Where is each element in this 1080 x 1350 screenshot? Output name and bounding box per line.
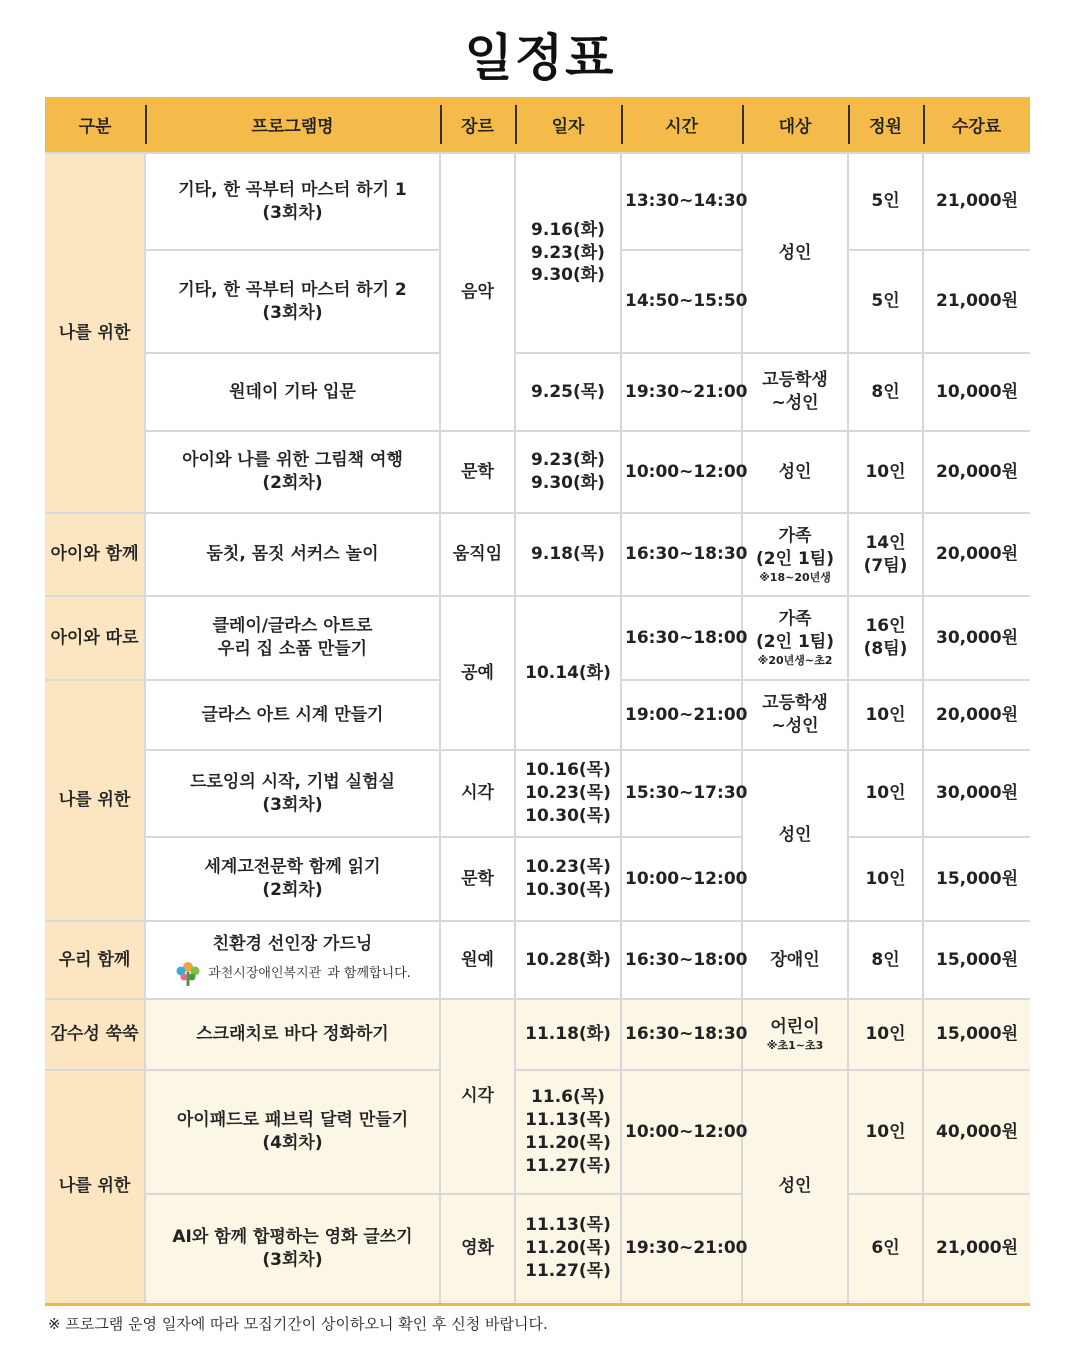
date-cell: 11.18(화) (515, 999, 621, 1070)
header-target: 대상 (742, 97, 848, 153)
time-cell: 19:30~21:00 (621, 353, 742, 431)
fee-cell: 10,000원 (923, 353, 1030, 431)
capacity-cell: 6인 (848, 1194, 923, 1304)
time-cell: 10:00~12:00 (621, 431, 742, 513)
genre-cell: 문학 (440, 431, 515, 513)
header-fee: 수강료 (923, 97, 1030, 153)
capacity-cell: 10인 (848, 750, 923, 837)
target-cell: 성인 (742, 153, 848, 353)
date-item: 10.23(목) (525, 857, 611, 878)
date-item: 9.30(화) (531, 265, 605, 286)
program-name: AI와 함께 합평하는 영화 글쓰기 (172, 1226, 413, 1247)
target-line: ~성인 (771, 716, 819, 736)
target-cell (742, 353, 848, 431)
genre-cell: 문학 (440, 837, 515, 921)
date-item: 11.27(목) (525, 1155, 611, 1176)
date-cell: 10.14(화) (515, 596, 621, 750)
program-name: 세계고전문학 함께 읽기 (204, 857, 381, 878)
date-cell (515, 153, 621, 353)
program-cell (145, 250, 440, 353)
time-cell: 10:00~12:00 (621, 1070, 742, 1194)
category-cell: 나를 위한 (45, 680, 145, 921)
target-cell: 성인 (742, 431, 848, 513)
fee-cell: 30,000원 (923, 750, 1030, 837)
capacity-cell: 10인 (848, 431, 923, 513)
target-cell: 장애인 (742, 921, 848, 999)
table-row (45, 921, 1030, 999)
time-cell: 19:30~21:00 (621, 1194, 742, 1304)
date-item: 10.16(목) (525, 760, 611, 781)
time-cell: 14:50~15:50 (621, 250, 742, 353)
table-row (45, 750, 1030, 837)
table-row (45, 1194, 1030, 1304)
program-cell (145, 1070, 440, 1194)
date-item: 11.13(목) (525, 1215, 611, 1236)
program-cell: 스크래치로 바다 정화하기 (145, 999, 440, 1070)
program-name: 아이와 나를 위한 그림책 여행 (182, 450, 403, 471)
category-cell: 나를 위한 (45, 1070, 145, 1304)
fee-cell: 21,000원 (923, 153, 1030, 250)
partner-name: 과천시장애인복지관 (208, 965, 322, 981)
date-item: 9.16(화) (531, 219, 605, 240)
date-item: 9.23(화) (531, 450, 605, 471)
date-cell: 10.28(화) (515, 921, 621, 999)
date-cell: 9.18(목) (515, 513, 621, 596)
header-row (45, 97, 1030, 153)
table-row (45, 596, 1030, 680)
table-row (45, 1070, 1030, 1194)
fee-cell: 20,000원 (923, 680, 1030, 750)
target-note: ※초1~초3 (766, 1039, 824, 1053)
category-cell: 아이와 따로 (45, 596, 145, 680)
program-cell (145, 837, 440, 921)
header-program: 프로그램명 (145, 97, 440, 153)
time-cell: 15:30~17:30 (621, 750, 742, 837)
date-item: 10.30(목) (525, 805, 611, 826)
date-cell (515, 1194, 621, 1304)
program-name: 클레이/글라스 아트로 (212, 616, 373, 637)
program-cell (145, 921, 440, 999)
genre-cell: 시각 (440, 750, 515, 837)
date-cell (515, 1070, 621, 1194)
program-sessions: (3회차) (262, 794, 323, 815)
time-cell: 10:00~12:00 (621, 837, 742, 921)
program-cell: 글라스 아트 시계 만들기 (145, 680, 440, 750)
header-date: 일자 (515, 97, 621, 153)
date-item: 10.23(목) (525, 783, 611, 804)
program-sessions: (2회차) (262, 473, 323, 493)
date-cell (515, 837, 621, 921)
target-cell: 성인 (742, 750, 848, 921)
category-cell: 나를 위한 (45, 153, 145, 513)
genre-cell: 음악 (440, 153, 515, 431)
genre-cell: 움직임 (440, 513, 515, 596)
date-cell: 9.25(목) (515, 353, 621, 431)
program-cell (145, 596, 440, 680)
capacity-cell: 8인 (848, 353, 923, 431)
table-row (45, 353, 1030, 431)
capacity-line: 16인 (865, 616, 906, 637)
program-name: 아이패드로 패브릭 달력 만들기 (176, 1110, 409, 1131)
target-cell (742, 596, 848, 680)
date-item: 11.20(목) (525, 1133, 611, 1153)
capacity-cell: 8인 (848, 921, 923, 999)
program-cell (145, 431, 440, 513)
date-item: 9.30(화) (531, 473, 605, 493)
target-line: 고등학생 (762, 370, 828, 391)
program-cell: 둠칫, 몸짓 서커스 놀이 (145, 513, 440, 596)
capacity-cell: 5인 (848, 250, 923, 353)
table-row (45, 837, 1030, 921)
fee-cell: 40,000원 (923, 1070, 1030, 1194)
target-line: ~성인 (771, 393, 819, 413)
partner-suffix: 과 함께합니다. (327, 965, 411, 981)
category-cell: 우리 함께 (45, 921, 145, 999)
time-cell: 16:30~18:30 (621, 513, 742, 596)
target-line: 고등학생 (762, 693, 828, 714)
target-line: (2인 1팀) (756, 632, 834, 653)
program-sessions: (4회차) (262, 1133, 323, 1153)
fee-cell: 21,000원 (923, 1194, 1030, 1304)
capacity-line: 14인 (865, 532, 906, 553)
header-time: 시간 (621, 97, 742, 153)
time-cell: 19:00~21:00 (621, 680, 742, 750)
table-row (45, 513, 1030, 596)
fee-cell: 21,000원 (923, 250, 1030, 353)
program-sessions: (3회차) (262, 202, 323, 223)
date-item: 9.23(화) (531, 242, 605, 263)
program-name: 드로잉의 시작, 기법 실험실 (190, 771, 395, 792)
capacity-cell (848, 513, 923, 596)
capacity-line: (7팀) (863, 555, 908, 576)
page-title: 일정표 (464, 29, 616, 87)
time-cell: 13:30~14:30 (621, 153, 742, 250)
date-item: 11.6(목) (531, 1087, 605, 1108)
genre-cell: 원예 (440, 921, 515, 999)
fee-cell: 15,000원 (923, 837, 1030, 921)
capacity-cell: 5인 (848, 153, 923, 250)
capacity-cell: 10인 (848, 1070, 923, 1194)
capacity-cell (848, 596, 923, 680)
program-name: 기타, 한 곡부터 마스터 하기 2 (178, 279, 407, 300)
program-name: 친환경 선인장 가드닝 (212, 933, 373, 954)
target-cell: 성인 (742, 1070, 848, 1304)
header-category: 구분 (45, 97, 145, 153)
fee-cell: 20,000원 (923, 513, 1030, 596)
capacity-line: (8팀) (863, 639, 908, 659)
time-cell: 16:30~18:30 (621, 999, 742, 1070)
category-cell: 감수성 쑥쑥 (45, 999, 145, 1070)
target-cell (742, 680, 848, 750)
capacity-cell: 10인 (848, 837, 923, 921)
date-cell (515, 431, 621, 513)
time-cell: 16:30~18:00 (621, 596, 742, 680)
program-cell (145, 153, 440, 250)
target-line: 어린이 (770, 1017, 820, 1038)
program-sessions: (3회차) (262, 302, 323, 323)
target-note: ※18~20년생 (759, 570, 831, 584)
footnote: ※ 프로그램 운영 일자에 따라 모집기간이 상이하오니 확인 후 신청 바랍니다. (48, 1315, 548, 1333)
target-cell (742, 999, 848, 1070)
program-cell: 원데이 기타 입문 (145, 353, 440, 431)
table-row (45, 999, 1030, 1070)
program-cell (145, 1194, 440, 1304)
genre-cell: 영화 (440, 1194, 515, 1304)
header-capacity: 정원 (848, 97, 923, 153)
genre-cell: 시각 (440, 999, 515, 1194)
target-line: 가족 (778, 609, 812, 630)
target-cell (742, 513, 848, 596)
fee-cell: 15,000원 (923, 921, 1030, 999)
capacity-cell: 10인 (848, 680, 923, 750)
fee-cell: 30,000원 (923, 596, 1030, 680)
program-name: 기타, 한 곡부터 마스터 하기 1 (178, 179, 407, 200)
date-item: 10.30(목) (525, 880, 611, 900)
target-line: (2인 1팀) (756, 548, 834, 569)
partner-credit (149, 959, 436, 987)
date-item: 11.27(목) (525, 1261, 611, 1282)
date-cell (515, 750, 621, 837)
target-line: 가족 (778, 525, 812, 546)
fee-cell: 15,000원 (923, 999, 1030, 1070)
fee-cell: 20,000원 (923, 431, 1030, 513)
target-note: ※20년생~초2 (757, 654, 833, 668)
time-cell: 16:30~18:00 (621, 921, 742, 999)
program-sessions: (3회차) (262, 1249, 323, 1270)
category-cell: 아이와 함께 (45, 513, 145, 596)
program-cell (145, 750, 440, 837)
date-item: 11.13(목) (525, 1110, 611, 1131)
partner-logo-icon (174, 959, 202, 987)
header-genre: 장르 (440, 97, 515, 153)
capacity-cell: 10인 (848, 999, 923, 1070)
program-sessions: (2회차) (262, 880, 323, 900)
program-name-line2: 우리 집 소품 만들기 (217, 639, 368, 659)
date-item: 11.20(목) (525, 1238, 611, 1259)
schedule-table (45, 97, 1030, 1306)
genre-cell: 공예 (440, 596, 515, 750)
table-row (45, 153, 1030, 250)
table-row (45, 431, 1030, 513)
